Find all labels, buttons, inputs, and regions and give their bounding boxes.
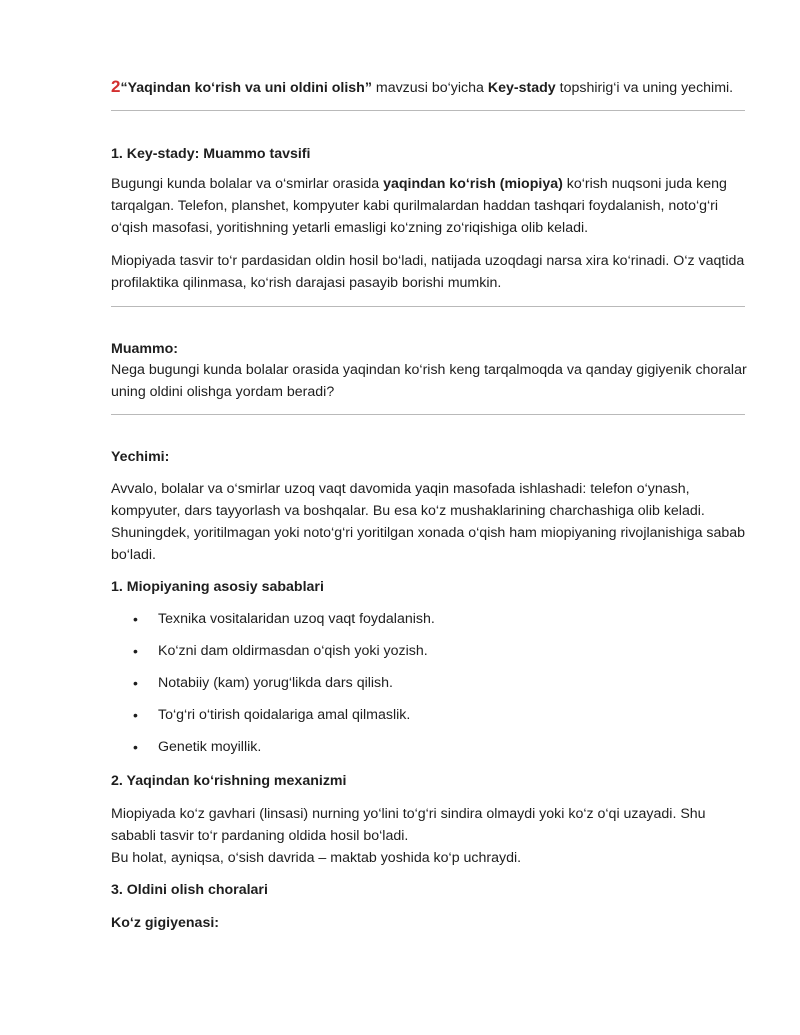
cause-text: Genetik moyillik. <box>158 739 262 755</box>
solution-intro: Avvalo, bolalar va o‘smirlar uzoq vaqt davomida yaqin masofada ishlashadi: telefon o‘ynash, kompyuter, dars tayyorlash va boshqalar. Bu esa ko‘z mushaklarining charchashiga olib keladi. Shuningdek, yoritilmagan yoki noto‘g‘ri yoritilgan xonada o‘qish ham miopiyaning rivojlanishiga sabab bo‘ladi. <box>111 481 746 563</box>
problem-label: Muammo: <box>111 341 178 357</box>
bullet-icon: • <box>133 643 138 659</box>
cause-text: To‘g‘ri o‘tirish qoidalariga amal qilmaslik. <box>158 707 411 723</box>
cause-text: Texnika vositalaridan uzoq vaqt foydalanish. <box>158 611 435 627</box>
problem-text: Nega bugungi kunda bolalar orasida yaqindan ko‘rish keng tarqalmoqda va qanday gigiyenik choralar uning oldini olishga yordam beradi? <box>111 362 747 400</box>
bullet-icon: • <box>133 611 138 627</box>
document-title <box>111 76 751 99</box>
prevention-heading: 3. Oldini olish choralari <box>111 882 268 898</box>
bullet-icon: • <box>133 675 138 691</box>
mechanism-paragraph-1: Miopiyada ko‘z gavhari (linsasi) nurning yo‘lini to‘g‘ri sindira olmaydi yoki ko‘z o‘qi uzayadi. Shu sababli tasvir to‘r pardaning oldida hosil bo‘ladi. <box>111 806 706 844</box>
section1-p1-text-a: Bugungi kunda bolalar va o‘smirlar orasida <box>111 176 384 192</box>
cause-text: Ko‘zni dam oldirmasdan o‘qish yoki yozish. <box>158 643 428 659</box>
bullet-icon: • <box>133 739 138 755</box>
divider <box>111 414 745 415</box>
divider <box>111 110 745 111</box>
bullet-icon: • <box>133 707 138 723</box>
section1-heading: 1. Key-stady: Muammo tavsifi <box>111 146 311 162</box>
section1-p1-bold: yaqindan ko‘rish (miopiya) <box>383 176 563 192</box>
hygiene-heading: Ko‘z gigiyenasi: <box>111 915 219 931</box>
section1-paragraph-1 <box>111 173 751 239</box>
title-rest: topshirig‘i va uning yechimi. <box>555 80 734 96</box>
mechanism-paragraph-2: Bu holat, ayniqsa, o‘sish davrida – maktab yoshida ko‘p uchraydi. <box>111 850 522 866</box>
section1-paragraph-2: Miopiyada tasvir to‘r pardasidan oldin hosil bo‘ladi, natijada uzoqdagi narsa xira ko‘rinadi. O‘z vaqtida profilaktika qilinmasa, ko‘rish darajasi pasayib borishi mumkin. <box>111 253 745 291</box>
causes-heading: 1. Miopiyaning asosiy sabablari <box>111 579 324 595</box>
title-mid: mavzusi bo‘yicha <box>371 80 488 96</box>
cause-text: Notabiiy (kam) yorug‘likda dars qilish. <box>158 675 393 691</box>
solution-label: Yechimi: <box>111 449 170 465</box>
section1-p1-text-b: ko‘rish nuqsoni juda keng tarqalgan. Telefon, planshet, kompyuter kabi qurilmalardan haddan tashqari foydalanish, noto‘g‘ri o‘qish masofasi, yoritishning yetarli emasligi ko‘zning zo‘riqishiga olib keladi. <box>111 176 727 236</box>
mechanism-heading: 2. Yaqindan ko‘rishning mexanizmi <box>111 773 347 789</box>
task-number: 2 <box>111 77 121 96</box>
title-keystady: Key-stady <box>487 80 556 96</box>
title-topic: “Yaqindan ko‘rish va uni oldini olish” <box>120 80 372 96</box>
divider <box>111 306 745 307</box>
